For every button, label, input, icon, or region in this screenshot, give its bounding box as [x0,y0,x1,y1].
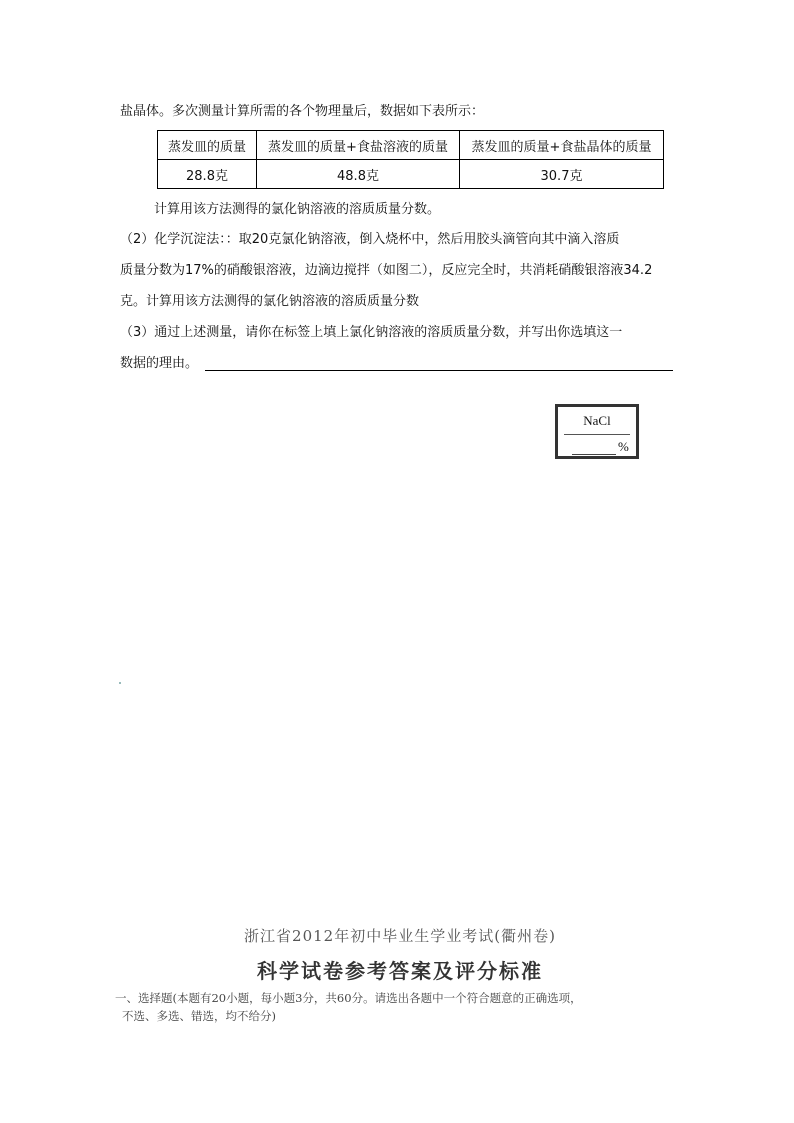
label-divider [564,434,630,435]
table-cell: 48.8克 [257,160,460,189]
nacl-label [555,404,639,459]
table-row [158,160,664,189]
table-cell: 30.7克 [460,160,664,189]
answer-key-section-line-1: 一、选择题(本题有20小题，每小题3分，共60分。请选出各题中一个符合题意的正确选项， [115,991,582,1005]
measurement-table [157,130,664,189]
answer-key-section-line-2: 不选、多选、错选，均不给分) [122,1009,276,1023]
calc-instruction-1: 计算用该方法测得的氯化钠溶液的溶质质量分数。 [154,202,441,217]
table-header-cell: 蒸发皿的质量+食盐溶液的质量 [257,131,460,160]
part3-line-2: 数据的理由。 [120,356,199,371]
part3-line-1: （3）通过上述测量，请你在标签上填上氯化钠溶液的溶质质量分数，并写出你选填这一 [120,325,623,340]
intro-line: 盐晶体。多次测量计算所需的各个物理量后，数据如下表所示： [120,104,485,119]
answer-key-subtitle: 科学试卷参考答案及评分标准 [257,959,543,983]
part2-line-3: 克。计算用该方法测得的氯化钠溶液的溶质质量分数 [120,294,420,309]
stray-dot [119,682,121,684]
table-header-row [158,131,664,160]
label-percent: % [618,439,629,454]
label-formula: NaCl [583,413,611,428]
table-header-cell: 蒸发皿的质量+食盐晶体的质量 [460,131,664,160]
label-fill-blank [572,454,616,455]
answer-blank-line [205,370,673,371]
part2-line-1: （2）化学沉淀法：：取20克氯化钠溶液，倒入烧杯中，然后用胶头滴管向其中滴入溶质 [120,232,620,247]
answer-key-title: 浙江省2012年初中毕业生学业考试(衢州卷) [244,927,556,945]
table-header-cell: 蒸发皿的质量 [158,131,257,160]
table-cell: 28.8克 [158,160,257,189]
part2-line-2: 质量分数为17%的硝酸银溶液，边滴边搅拌（如图二），反应完全时，共消耗硝酸银溶液34.2 [120,263,653,278]
